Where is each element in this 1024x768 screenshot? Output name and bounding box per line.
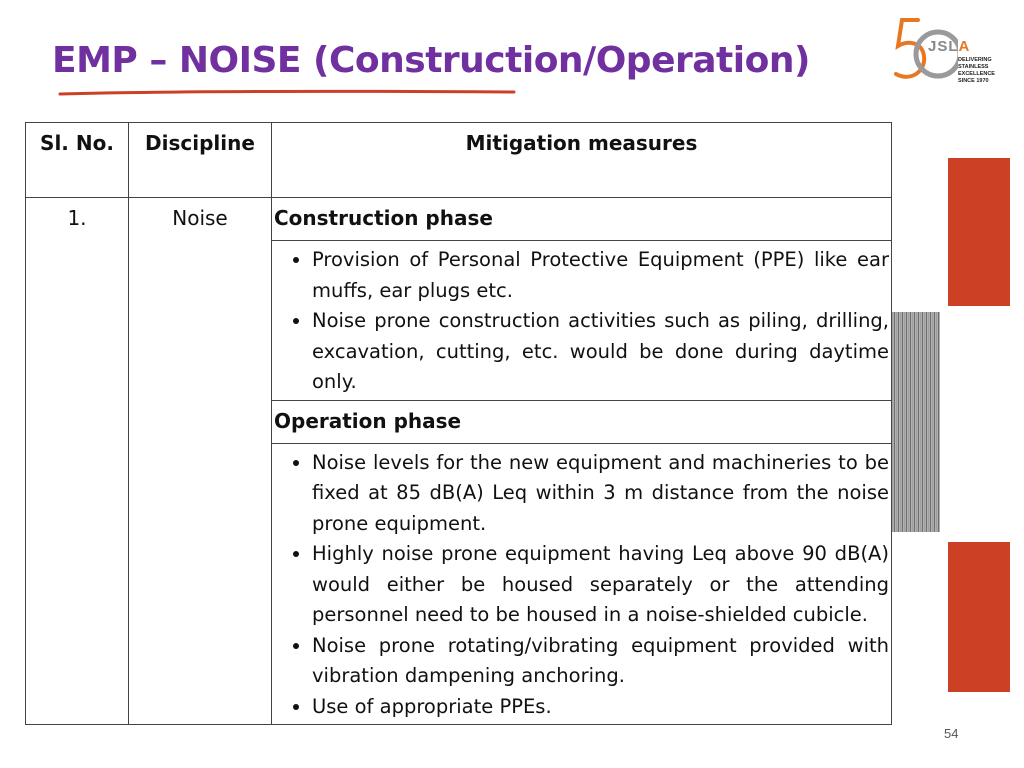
company-logo — [888, 12, 998, 88]
phase-heading-construction: Construction phase — [272, 198, 892, 241]
construction-measures — [272, 241, 892, 401]
decorative-red-block — [948, 158, 1010, 306]
phase-heading-operation: Operation phase — [272, 400, 892, 443]
cell-discipline: Noise — [129, 198, 272, 725]
bullet-list — [288, 245, 889, 398]
list-item: • Noise prone construction activities such as piling, drilling, excavation, cutting, etc. would be done during daytime only. — [312, 306, 889, 398]
bullet-list — [288, 448, 889, 723]
logo-tagline-line: DELIVERING — [958, 57, 992, 63]
logo-brand-accent: A — [958, 38, 971, 55]
mitigation-table — [25, 122, 892, 725]
list-item: • Use of appropriate PPEs. — [312, 692, 889, 723]
logo-brand — [928, 38, 970, 55]
table-header-row — [26, 123, 892, 198]
header-sl-no: Sl. No. — [26, 123, 129, 198]
list-item: • Noise prone rotating/vibrating equipment provided with vibration dampening anchoring. — [312, 631, 889, 692]
cell-sl-no: 1. — [26, 198, 129, 725]
header-discipline: Discipline — [129, 123, 272, 198]
list-item: • Noise levels for the new equipment and machineries to be fixed at 85 dB(A) Leq within 3 m distance from the noise prone equipment. — [312, 448, 889, 540]
logo-brand-text: JSL — [928, 38, 959, 55]
logo-tagline — [958, 57, 1018, 85]
list-item: • Provision of Personal Protective Equipment (PPE) like ear muffs, ear plugs etc. — [312, 245, 889, 306]
slide-title: EMP – NOISE (Construction/Operation) — [52, 40, 810, 81]
decorative-red-block — [948, 542, 1010, 692]
page-number: 54 — [944, 726, 959, 741]
list-item: • Highly noise prone equipment having Leq above 90 dB(A) would either be housed separately or the attending personnel need to be housed in a noise-shielded cubicle. — [312, 539, 889, 631]
title-underline — [58, 88, 518, 98]
table-row — [26, 198, 892, 241]
header-mitigation-measures: Mitigation measures — [272, 123, 892, 198]
operation-measures — [272, 443, 892, 725]
logo-tagline-line: SINCE 1970 — [958, 78, 989, 84]
logo-tagline-line: STAINLESS EXCELLENCE — [958, 64, 995, 77]
